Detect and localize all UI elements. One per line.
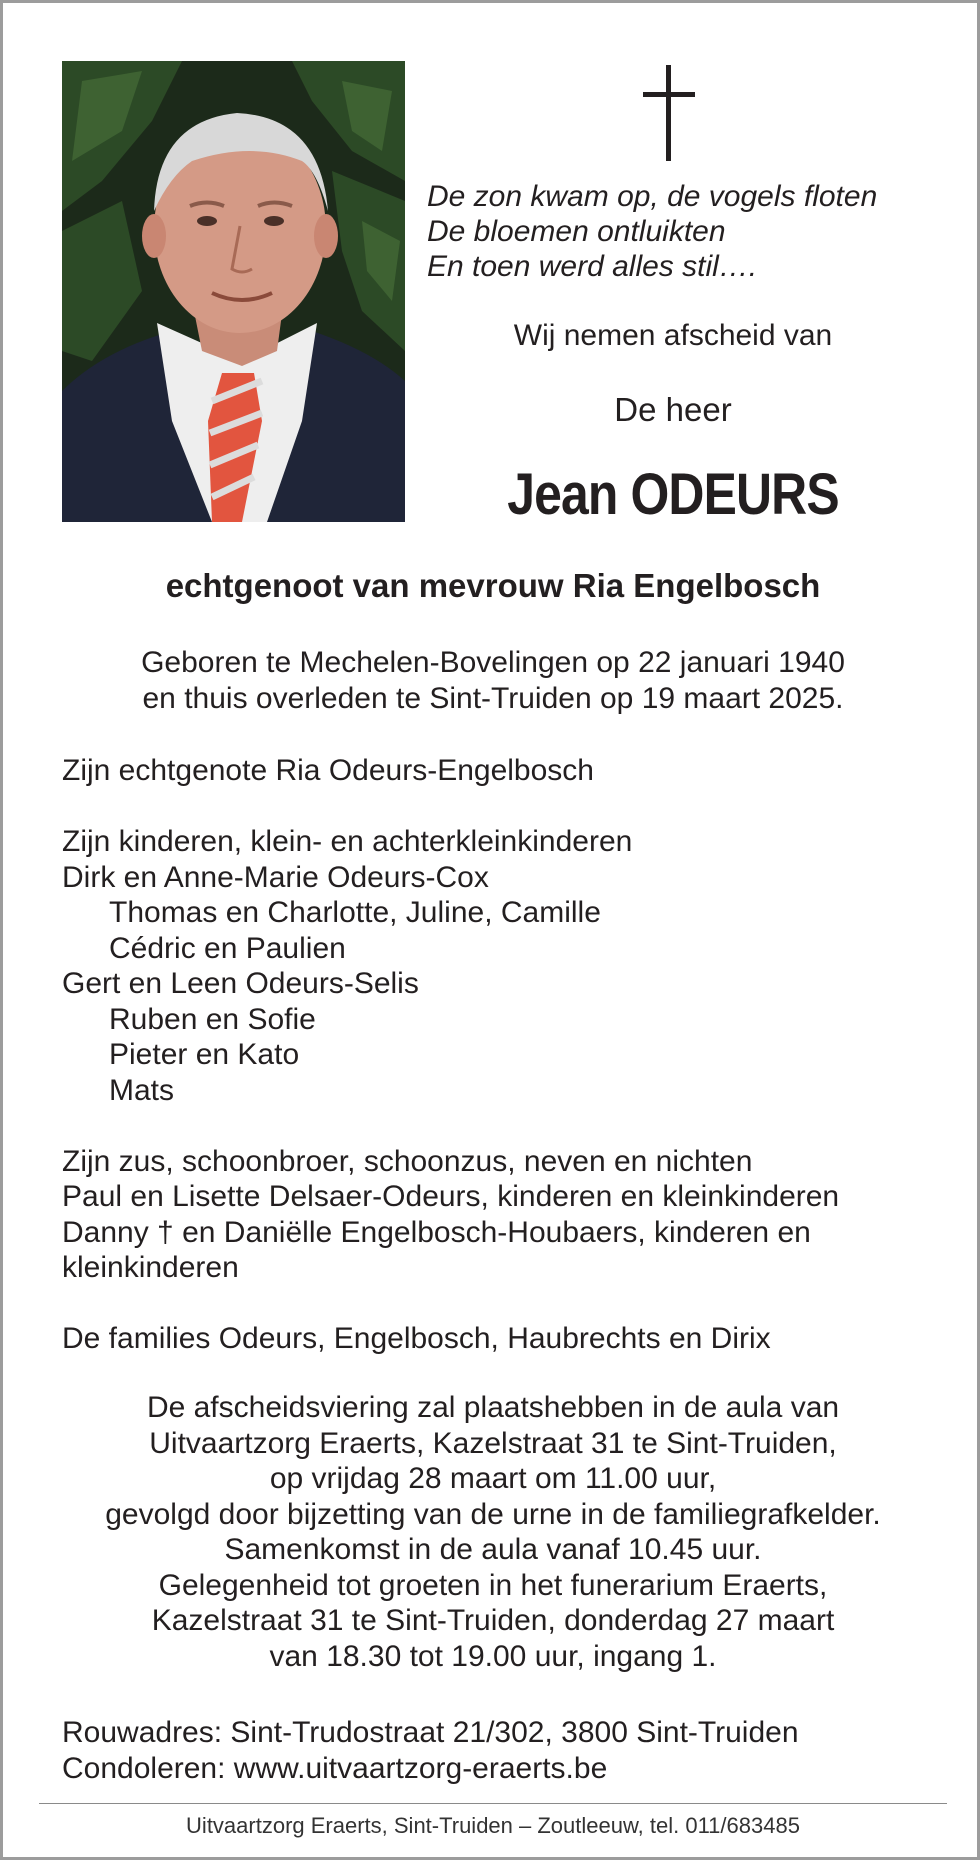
honorific: De heer — [614, 391, 732, 428]
service-line: Samenkomst in de aula vanaf 10.45 uur. — [224, 1533, 762, 1566]
family-list — [62, 753, 942, 1357]
funeral-home-footer: Uitvaartzorg Eraerts, Sint-Truiden – Zoutleeuw, tel. 011/683485 — [186, 1813, 800, 1838]
birth-line: Geboren te Mechelen-Bovelingen op 22 januari 1940 — [141, 646, 845, 679]
service-line: op vrijdag 28 maart om 11.00 uur, — [269, 1462, 717, 1495]
death-line: en thuis overleden te Sint-Truiden op 19 maart 2025. — [142, 682, 844, 715]
poem-line: En toen werd alles stil…. — [427, 250, 758, 283]
wife-line: Zijn echtgenote Ria Odeurs-Engelbosch — [62, 754, 594, 787]
service-line: Gelegenheid tot groeten in het funerarium Eraerts, — [158, 1568, 828, 1602]
children-heading: Zijn kinderen, klein- en achterkleinkinderen — [62, 825, 633, 858]
families-line: De families Odeurs, Engelbosch, Haubrechts en Dirix — [62, 1322, 771, 1355]
condolence-link[interactable]: Condoleren: www.uitvaartzorg-eraerts.be — [62, 1751, 608, 1785]
service-details — [3, 1390, 980, 1674]
service-line: Kazelstraat 31 te Sint-Truiden, donderdag 27 maart — [151, 1604, 835, 1637]
contact-block — [62, 1715, 799, 1786]
grandchild-line: Cédric en Paulien — [109, 931, 346, 965]
poem-line: De zon kwam op, de vogels floten — [427, 180, 878, 213]
footer-divider — [39, 1803, 947, 1804]
farewell-intro: Wij nemen afscheid van — [513, 319, 833, 352]
child-line: Dirk en Anne-Marie Odeurs-Cox — [62, 860, 489, 894]
child-line: Gert en Leen Odeurs-Selis — [62, 967, 419, 1000]
birth-death-dates — [3, 645, 980, 717]
cross-icon — [643, 65, 695, 161]
deceased-name: Jean ODEURS — [507, 462, 839, 527]
spouse-line: echtgenoot van mevrouw Ria Engelbosch — [165, 567, 821, 604]
grandchild-line: Thomas en Charlotte, Juline, Camille — [109, 896, 601, 929]
portrait-photo — [62, 61, 405, 522]
grandchild-line: Pieter en Kato — [109, 1038, 300, 1071]
poem-line: De bloemen ontluikten — [427, 215, 726, 248]
grandchild-line: Mats — [109, 1073, 175, 1107]
service-line: gevolgd door bijzetting van de urne in de familiegrafkelder. — [105, 1497, 881, 1531]
grandchild-line: Ruben en Sofie — [109, 1002, 316, 1036]
mourning-address: Rouwadres: Sint-Trudostraat 21/302, 3800 Sint-Truiden — [62, 1716, 799, 1749]
service-line: van 18.30 tot 19.00 uur, ingang 1. — [269, 1639, 717, 1673]
sibling-line: Paul en Lisette Delsaer-Odeurs, kinderen en kleinkinderen — [62, 1180, 840, 1213]
service-line: Uitvaartzorg Eraerts, Kazelstraat 31 te Sint-Truiden, — [149, 1426, 837, 1460]
sibling-line-continued: kleinkinderen — [62, 1251, 239, 1284]
siblings-heading: Zijn zus, schoonbroer, schoonzus, neven en nichten — [62, 1144, 753, 1178]
service-line: De afscheidsviering zal plaatshebben in de aula van — [146, 1391, 840, 1424]
sibling-line: Danny † en Daniëlle Engelbosch-Houbaers, kinderen en — [62, 1215, 811, 1249]
portrait-illustration — [62, 61, 405, 522]
poem — [427, 179, 947, 284]
